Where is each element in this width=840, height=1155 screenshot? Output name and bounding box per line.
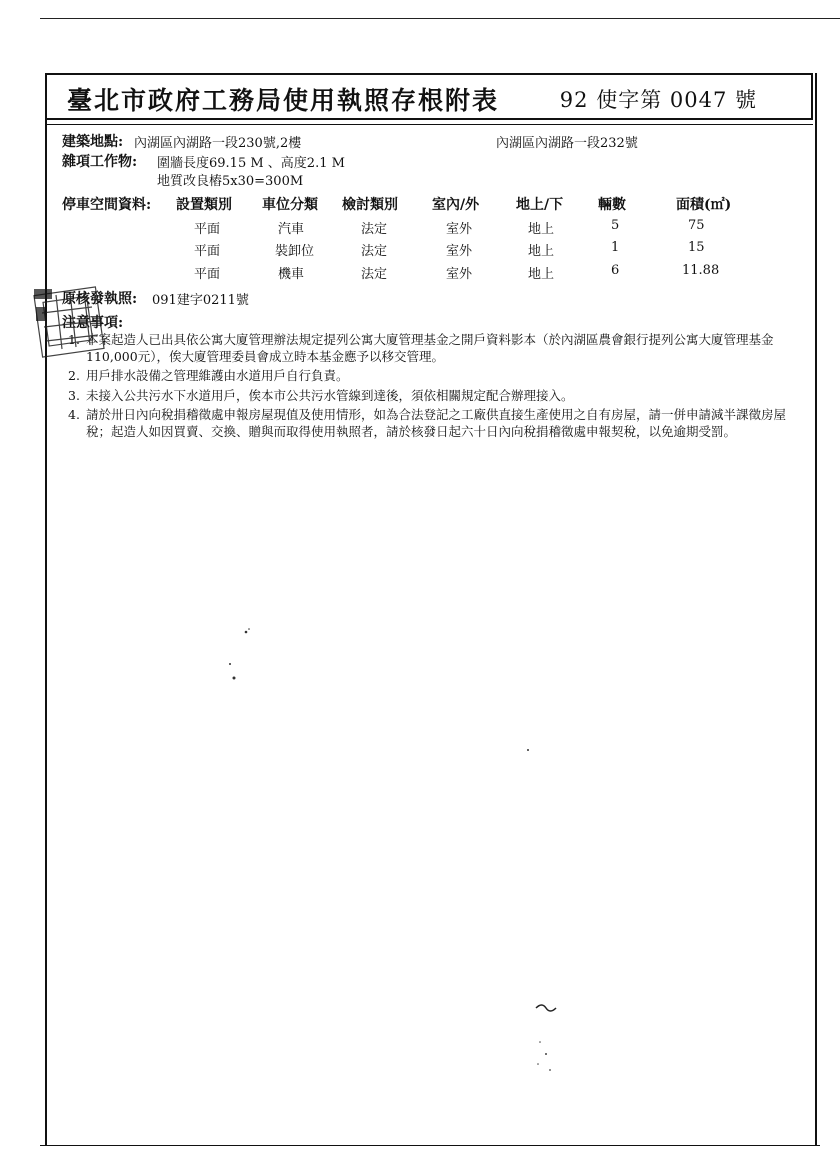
table-cell: 機車	[278, 267, 305, 282]
parking-header-count: 輛數	[598, 197, 626, 213]
table-cell: 裝卸位	[275, 244, 315, 259]
note-number: 2.	[68, 368, 80, 383]
document-number: 92 使字第 0047 號	[559, 88, 757, 112]
table-cell: 地上	[528, 244, 555, 259]
address-label: 建築地點:	[62, 134, 124, 150]
scan-speck	[226, 660, 240, 686]
note-text: 本案起造人已出具依公寓大廈管理辦法規定提列公寓大廈管理基金之開戶資料影本（於內湖區農會銀行提列公寓大廈管理基金110,000元），俟大廈管理委員會成立時本基金應予以移交管理。	[86, 332, 774, 364]
table-cell: 法定	[361, 222, 388, 237]
scan-speck	[534, 1000, 560, 1016]
table-cell: 1	[611, 240, 620, 255]
table-cell: 15	[688, 240, 705, 255]
document-title: 臺北市政府工務局使用執照存根附表	[67, 86, 500, 115]
title-box	[45, 73, 813, 120]
misc-works-line1: 圍牆長度69.15 M 、高度2.1 M	[157, 156, 345, 171]
table-cell: 地上	[528, 267, 555, 282]
scan-stamp-mark	[32, 283, 112, 363]
note-text: 未接入公共污水下水道用戶，俟本市公共污水管線到達後，須依相關規定配合辦理接入。	[86, 387, 574, 403]
table-cell: 室外	[446, 222, 473, 237]
table-cell: 室外	[446, 244, 473, 259]
table-cell: 平面	[194, 222, 221, 237]
table-cell: 11.88	[682, 263, 720, 278]
table-cell: 室外	[446, 267, 473, 282]
original-license-value: 091建字0211號	[152, 293, 249, 308]
table-cell: 地上	[528, 222, 555, 237]
parking-header-above-below: 地上/下	[516, 197, 564, 213]
note-item	[68, 407, 788, 440]
parking-label: 停車空間資料:	[62, 197, 152, 213]
note-number: 3.	[68, 387, 80, 403]
address-value: 內湖區內湖路一段230號,2樓	[134, 136, 302, 151]
parking-header-area: 面積(㎡)	[676, 197, 732, 213]
misc-works-label: 雜項工作物:	[62, 154, 138, 170]
notes-heading: 注意事項:	[62, 315, 124, 331]
note-number: 1.	[68, 332, 80, 347]
table-cell: 平面	[194, 244, 221, 259]
table-cell: 6	[611, 263, 620, 278]
note-number: 4.	[68, 407, 80, 422]
note-item	[68, 368, 788, 385]
table-cell: 法定	[361, 244, 388, 259]
parking-header-review-class: 檢討類別	[342, 197, 398, 213]
parking-header-indoor-outdoor: 室內/外	[432, 197, 480, 213]
document-frame	[45, 73, 817, 1145]
address-secondary: 內湖區內湖路一段232號	[496, 136, 638, 151]
scan-speck	[240, 626, 254, 640]
table-cell: 5	[611, 218, 620, 233]
parking-header-setup-type: 設置類別	[176, 197, 232, 213]
title-underline	[45, 124, 813, 125]
table-cell: 平面	[194, 267, 221, 282]
page-top-rule	[40, 18, 840, 19]
page-bottom-rule	[40, 1145, 820, 1146]
original-license-label: 原核發執照:	[62, 291, 138, 307]
note-text: 請於卅日內向稅捐稽徵處申報房屋現值及使用情形，如為合法登記之工廠供直接生產使用之自有房屋，請一併申請減半課徵房屋稅；起造人如因買賣、交換、贈與而取得使用執照者，請於核發日起六十日內向稅捐稽徵處申報契稅，以免逾期受罰。	[86, 407, 787, 439]
parking-header-space-class: 車位分類	[262, 197, 318, 213]
misc-works-line2: 地質改良樁5x30=300M	[157, 174, 304, 189]
scan-speck	[524, 746, 532, 754]
note-text: 用戶排水設備之管理維護由水道用戶自行負責。	[86, 368, 349, 383]
notes-list	[68, 332, 788, 443]
note-item	[68, 388, 788, 405]
table-cell: 75	[688, 218, 705, 233]
table-cell: 法定	[361, 267, 388, 282]
note-item	[68, 332, 788, 365]
scan-speck	[530, 1036, 560, 1076]
table-cell: 汽車	[278, 222, 305, 237]
